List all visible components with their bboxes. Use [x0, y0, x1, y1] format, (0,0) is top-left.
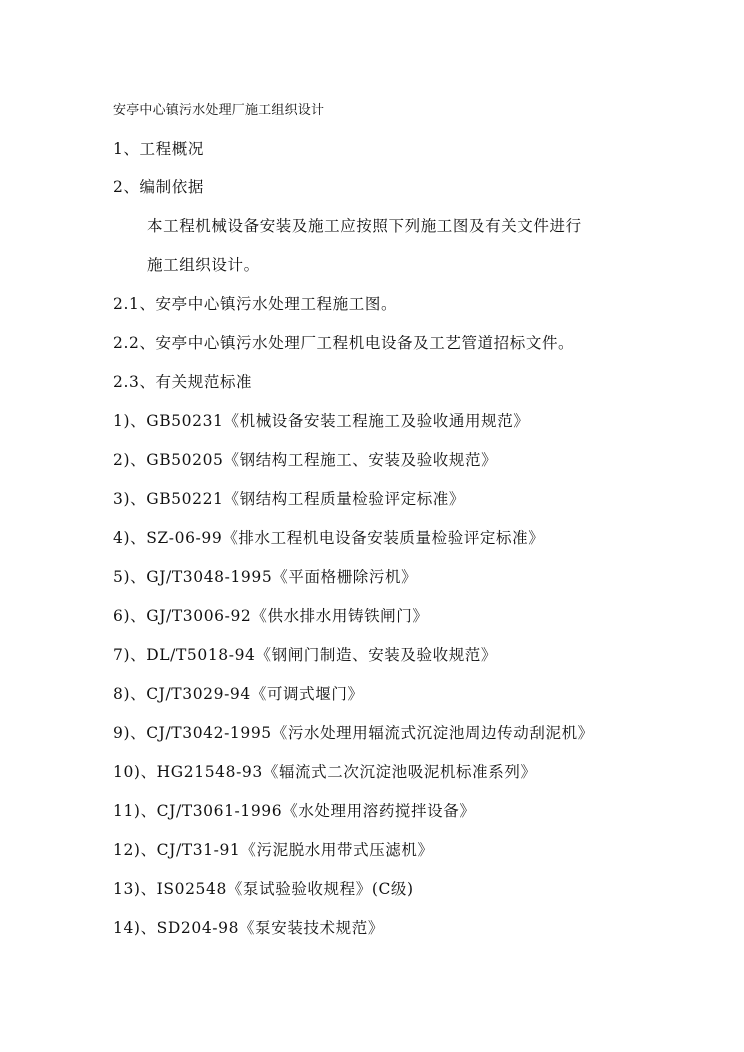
standard-item: 4)、SZ-06-99《排水工程机电设备安装质量检验评定标准》	[113, 529, 545, 547]
standard-item: 13)、IS02548《泵试验验收规程》(C级)	[113, 880, 414, 898]
section-2-paragraph-line-2: 施工组织设计。	[147, 256, 260, 274]
section-heading-2-2: 2.2、安亭中心镇污水处理厂工程机电设备及工艺管道招标文件。	[113, 334, 575, 352]
standard-item: 8)、CJ/T3029-94《可调式堰门》	[113, 685, 364, 703]
standard-item: 1)、GB50231《机械设备安装工程施工及验收通用规范》	[113, 412, 530, 430]
section-heading-2-3: 2.3、有关规范标准	[113, 373, 253, 391]
standard-item: 14)、SD204-98《泵安装技术规范》	[113, 919, 384, 937]
standard-item: 12)、CJ/T31-91《污泥脱水用带式压滤机》	[113, 841, 434, 859]
standard-item: 7)、DL/T5018-94《钢闸门制造、安装及验收规范》	[113, 646, 497, 664]
section-heading-2: 2、编制依据	[113, 178, 204, 196]
section-heading-2-1: 2.1、安亭中心镇污水处理工程施工图。	[113, 295, 398, 313]
document-title: 安亭中心镇污水处理厂施工组织设计	[113, 103, 325, 118]
standard-item: 11)、CJ/T3061-1996《水处理用溶药搅拌设备》	[113, 802, 476, 820]
standard-item: 3)、GB50221《钢结构工程质量检验评定标准》	[113, 490, 465, 508]
section-2-paragraph-line-1: 本工程机械设备安装及施工应按照下列施工图及有关文件进行	[147, 217, 582, 235]
standard-item: 2)、GB50205《钢结构工程施工、安装及验收规范》	[113, 451, 498, 469]
standard-item: 6)、GJ/T3006-92《供水排水用铸铁闸门》	[113, 607, 429, 625]
section-heading-1: 1、工程概况	[113, 140, 204, 158]
standard-item: 9)、CJ/T3042-1995《污水处理用辐流式沉淀池周边传动刮泥机》	[113, 724, 594, 742]
standard-item: 5)、GJ/T3048-1995《平面格栅除污机》	[113, 568, 418, 586]
standard-item: 10)、HG21548-93《辐流式二次沉淀池吸泥机标准系列》	[113, 763, 537, 781]
